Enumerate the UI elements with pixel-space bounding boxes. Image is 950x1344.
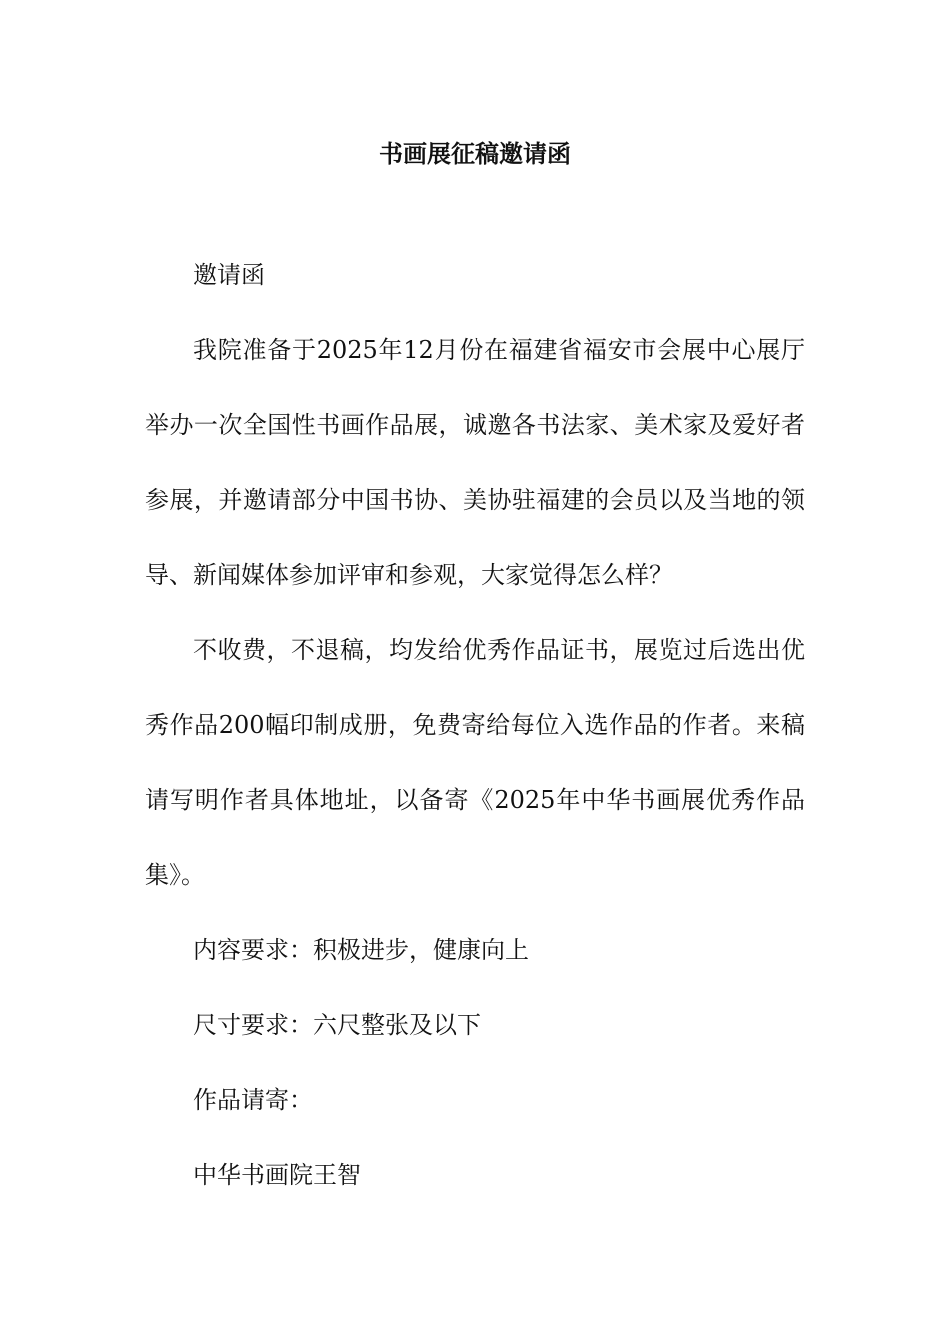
document-title: 书画展征稿邀请函: [379, 139, 571, 168]
paragraph-mailing-label: 作品请寄：: [193, 1086, 313, 1114]
document-body: [145, 238, 805, 1213]
paragraph-greeting: 邀请函: [193, 261, 265, 289]
paragraph-recipient: 中华书画院王智: [193, 1161, 361, 1189]
paragraph-intro: 我院准备于2025年12月份在福建省福安市会展中心展厅举办一次全国性书画作品展，诚邀各书法家、美术家及爱好者参展，并邀请部分中国书协、美协驻福建的会员以及当地的领导、新闻媒体参加评审和参观，大家觉得怎么样？: [145, 336, 805, 589]
paragraph-content-requirement: 内容要求：积极进步，健康向上: [193, 936, 529, 964]
paragraph-size-requirement: 尺寸要求：六尺整张及以下: [193, 1011, 481, 1039]
paragraph-terms: 不收费，不退稿，均发给优秀作品证书，展览过后选出优秀作品200幅印制成册，免费寄给每位入选作品的作者。来稿请写明作者具体地址，以备寄《2025年中华书画展优秀作品集》。: [145, 636, 805, 889]
